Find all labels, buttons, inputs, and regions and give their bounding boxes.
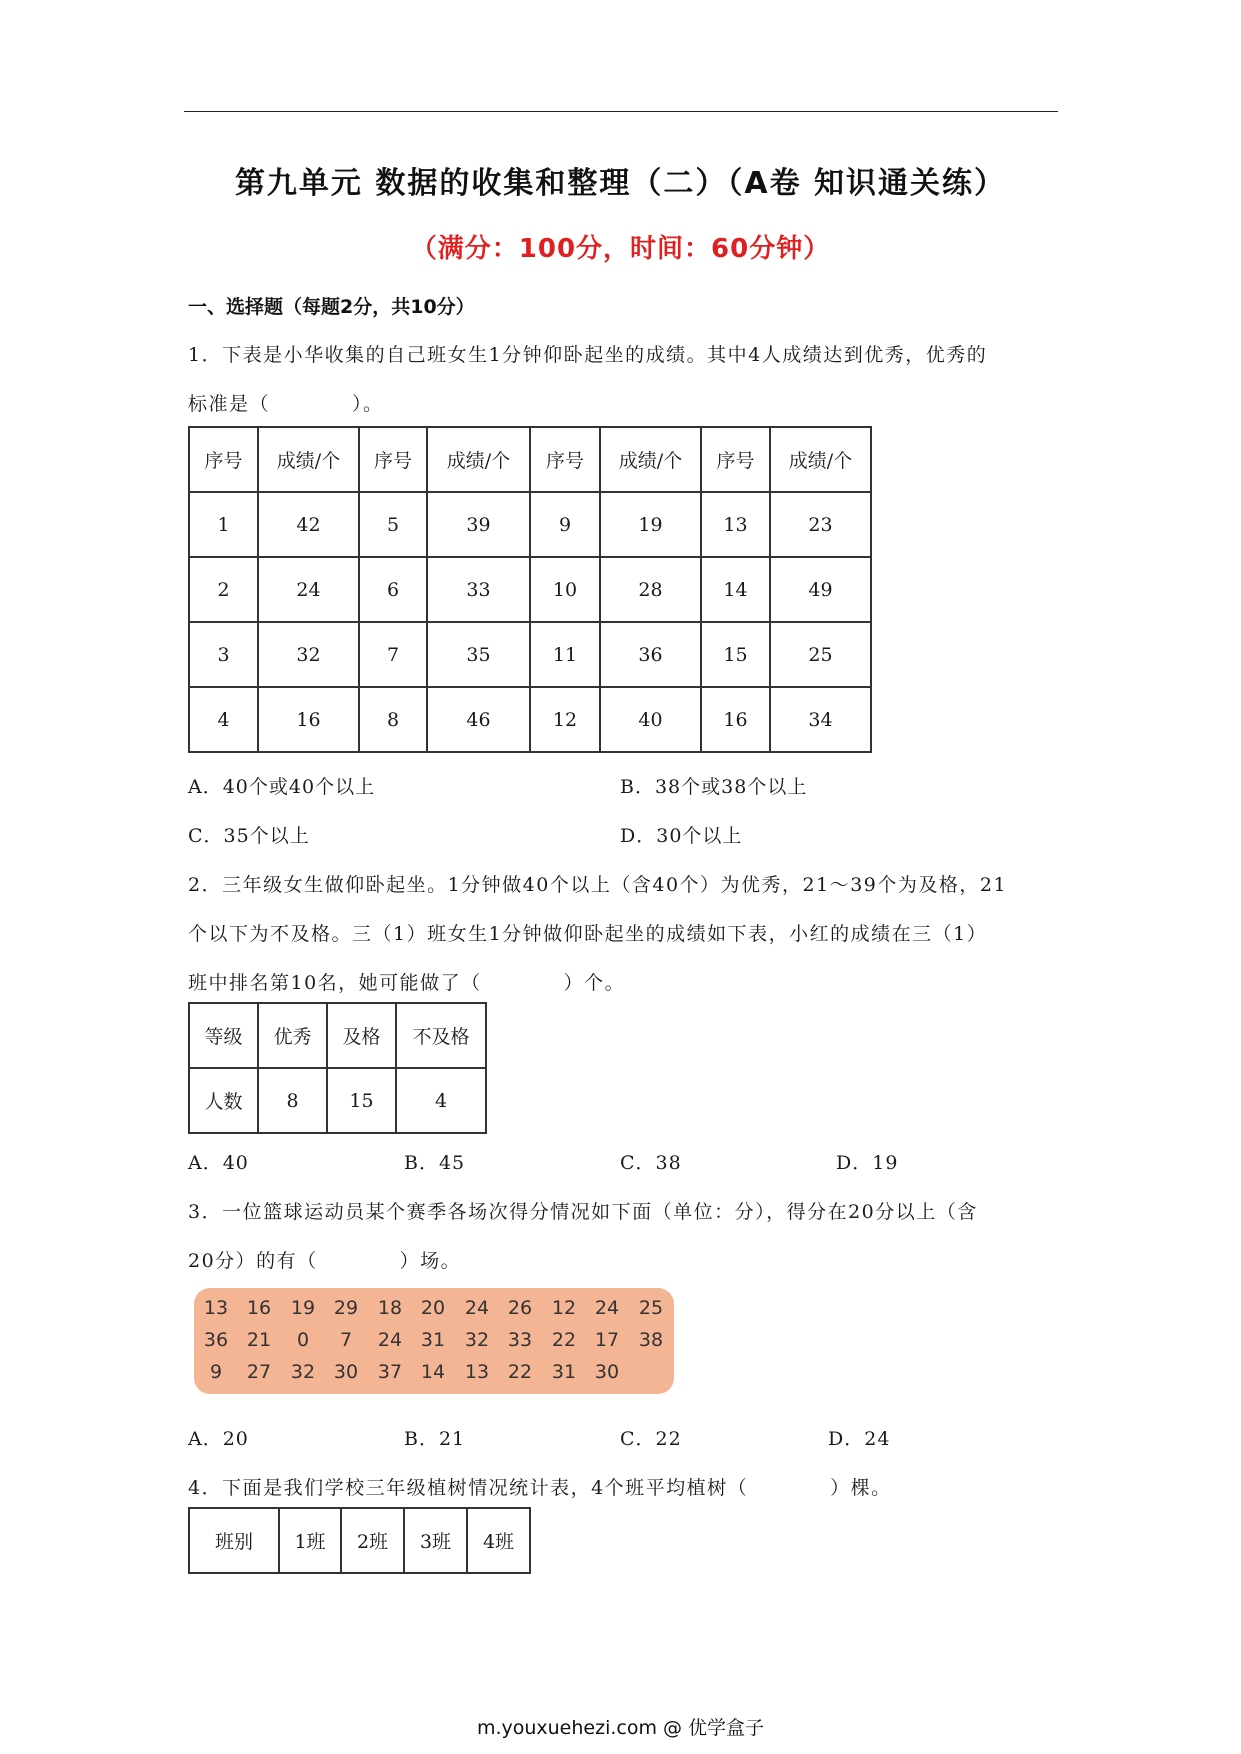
q3-option-b[interactable]: B．21 [404, 1428, 466, 1450]
q2-text-line-3: 班中排名第10名，她可能做了（ ）个。 [188, 972, 626, 994]
table-cell: 6 [359, 557, 427, 622]
q2-option-b[interactable]: B．45 [404, 1152, 466, 1174]
q3-option-a[interactable]: A．20 [188, 1428, 249, 1450]
table-cell: 4 [396, 1068, 486, 1133]
score-number: 20 [420, 1297, 446, 1319]
q1-text-line-2: 标准是（ ）。 [188, 393, 384, 415]
header-cell: 成绩/个 [770, 427, 871, 492]
table-cell: 46 [427, 687, 530, 752]
score-number-box [194, 1288, 674, 1394]
header-rule [184, 111, 1058, 112]
table-cell: 16 [258, 687, 359, 752]
score-number: 31 [420, 1329, 446, 1351]
table-row [189, 687, 871, 752]
table-cell: 19 [600, 492, 701, 557]
table-cell: 14 [701, 557, 770, 622]
header-cell: 不及格 [396, 1003, 486, 1068]
q1-option-b[interactable]: B．38个或38个以上 [620, 776, 808, 798]
score-number: 21 [246, 1329, 272, 1351]
q2-grade-table [188, 1002, 487, 1134]
header-cell: 序号 [530, 427, 600, 492]
header-cell: 等级 [189, 1003, 258, 1068]
score-number: 13 [203, 1297, 229, 1319]
score-number: 30 [333, 1361, 359, 1383]
q2-option-c[interactable]: C．38 [620, 1152, 682, 1174]
table-cell: 13 [701, 492, 770, 557]
table-cell: 40 [600, 687, 701, 752]
score-number: 16 [246, 1297, 272, 1319]
table-cell: 10 [530, 557, 600, 622]
table-cell: 7 [359, 622, 427, 687]
header-cell: 班别 [189, 1508, 279, 1573]
q4-tree-table [188, 1507, 531, 1574]
score-number: 32 [290, 1361, 316, 1383]
q1-option-d[interactable]: D．30个以上 [620, 825, 743, 847]
score-number: 24 [594, 1297, 620, 1319]
q1-option-a[interactable]: A．40个或40个以上 [188, 776, 376, 798]
score-time-subtitle: （满分：100分，时间：60分钟） [410, 234, 831, 264]
header-cell: 成绩/个 [258, 427, 359, 492]
score-number: 13 [464, 1361, 490, 1383]
table-cell: 49 [770, 557, 871, 622]
score-number: 24 [377, 1329, 403, 1351]
number-row [194, 1329, 674, 1361]
score-number: 12 [551, 1297, 577, 1319]
score-number: 14 [420, 1361, 446, 1383]
table-cell: 33 [427, 557, 530, 622]
score-number: 22 [507, 1361, 533, 1383]
score-number: 26 [507, 1297, 533, 1319]
score-number: 18 [377, 1297, 403, 1319]
page-title: 第九单元 数据的收集和整理（二）（A卷 知识通关练） [234, 166, 1007, 201]
table-row [189, 557, 871, 622]
footer-watermark[interactable]: m.youxuehezi.com @ 优学盒子 [476, 1717, 765, 1739]
score-number: 30 [594, 1361, 620, 1383]
score-number: 33 [507, 1329, 533, 1351]
score-number: 36 [203, 1329, 229, 1351]
score-number: 27 [246, 1361, 272, 1383]
table-cell: 4 [189, 687, 258, 752]
header-cell: 及格 [327, 1003, 396, 1068]
table-cell: 24 [258, 557, 359, 622]
score-number: 31 [551, 1361, 577, 1383]
table-cell: 39 [427, 492, 530, 557]
header-cell: 成绩/个 [600, 427, 701, 492]
table-cell: 11 [530, 622, 600, 687]
score-number: 32 [464, 1329, 490, 1351]
score-number: 0 [296, 1329, 310, 1351]
score-number: 9 [209, 1361, 223, 1383]
table-cell: 15 [327, 1068, 396, 1133]
header-cell: 1班 [279, 1508, 341, 1573]
table-cell: 8 [258, 1068, 327, 1133]
table-cell: 16 [701, 687, 770, 752]
table-cell: 36 [600, 622, 701, 687]
table-row [189, 1068, 486, 1133]
q2-option-d[interactable]: D．19 [836, 1152, 899, 1174]
number-row [194, 1361, 674, 1393]
table-cell: 15 [701, 622, 770, 687]
score-number: 17 [594, 1329, 620, 1351]
table-header-row [189, 1508, 530, 1573]
q4-text-line-1: 4．下面是我们学校三年级植树情况统计表，4个班平均植树（ ）棵。 [188, 1477, 892, 1499]
section-heading: 一、选择题（每题2分，共10分） [188, 296, 475, 318]
table-cell: 25 [770, 622, 871, 687]
header-cell: 序号 [359, 427, 427, 492]
q1-option-c[interactable]: C．35个以上 [188, 825, 310, 847]
q3-option-c[interactable]: C．22 [620, 1428, 682, 1450]
header-cell: 序号 [701, 427, 770, 492]
table-cell: 28 [600, 557, 701, 622]
q3-text-line-1: 3．一位篮球运动员某个赛季各场次得分情况如下面（单位：分），得分在20分以上（含 [188, 1201, 978, 1223]
q2-option-a[interactable]: A．40 [188, 1152, 249, 1174]
table-cell: 23 [770, 492, 871, 557]
table-cell: 8 [359, 687, 427, 752]
header-cell: 序号 [189, 427, 258, 492]
table-cell: 9 [530, 492, 600, 557]
number-row [194, 1297, 674, 1329]
table-header-row [189, 427, 871, 492]
table-cell: 34 [770, 687, 871, 752]
score-number: 38 [638, 1329, 664, 1351]
score-number: 29 [333, 1297, 359, 1319]
header-cell: 2班 [341, 1508, 404, 1573]
q2-text-line-2: 个以下为不及格。三（1）班女生1分钟做仰卧起坐的成绩如下表，小红的成绩在三（1） [188, 923, 988, 945]
table-cell: 5 [359, 492, 427, 557]
score-number: 22 [551, 1329, 577, 1351]
table-cell: 3 [189, 622, 258, 687]
table-cell: 1 [189, 492, 258, 557]
header-cell: 3班 [404, 1508, 467, 1573]
table-cell: 2 [189, 557, 258, 622]
q1-score-table [188, 426, 872, 753]
q2-text-line-1: 2．三年级女生做仰卧起坐。1分钟做40个以上（含40个）为优秀，21～39个为及格，21 [188, 874, 1008, 896]
table-row [189, 492, 871, 557]
table-row [189, 622, 871, 687]
header-cell: 4班 [467, 1508, 530, 1573]
table-cell: 32 [258, 622, 359, 687]
score-number: 24 [464, 1297, 490, 1319]
table-cell: 人数 [189, 1068, 258, 1133]
table-cell: 12 [530, 687, 600, 752]
table-header-row [189, 1003, 486, 1068]
header-cell: 成绩/个 [427, 427, 530, 492]
score-number: 25 [638, 1297, 664, 1319]
score-number: 7 [339, 1329, 353, 1351]
table-cell: 42 [258, 492, 359, 557]
score-number: 19 [290, 1297, 316, 1319]
q3-text-line-2: 20分）的有（ ）场。 [188, 1250, 462, 1272]
q1-text-line-1: 1．下表是小华收集的自己班女生1分钟仰卧起坐的成绩。其中4人成绩达到优秀，优秀的 [188, 344, 988, 366]
table-cell: 35 [427, 622, 530, 687]
q3-option-d[interactable]: D．24 [828, 1428, 891, 1450]
header-cell: 优秀 [258, 1003, 327, 1068]
score-number: 37 [377, 1361, 403, 1383]
